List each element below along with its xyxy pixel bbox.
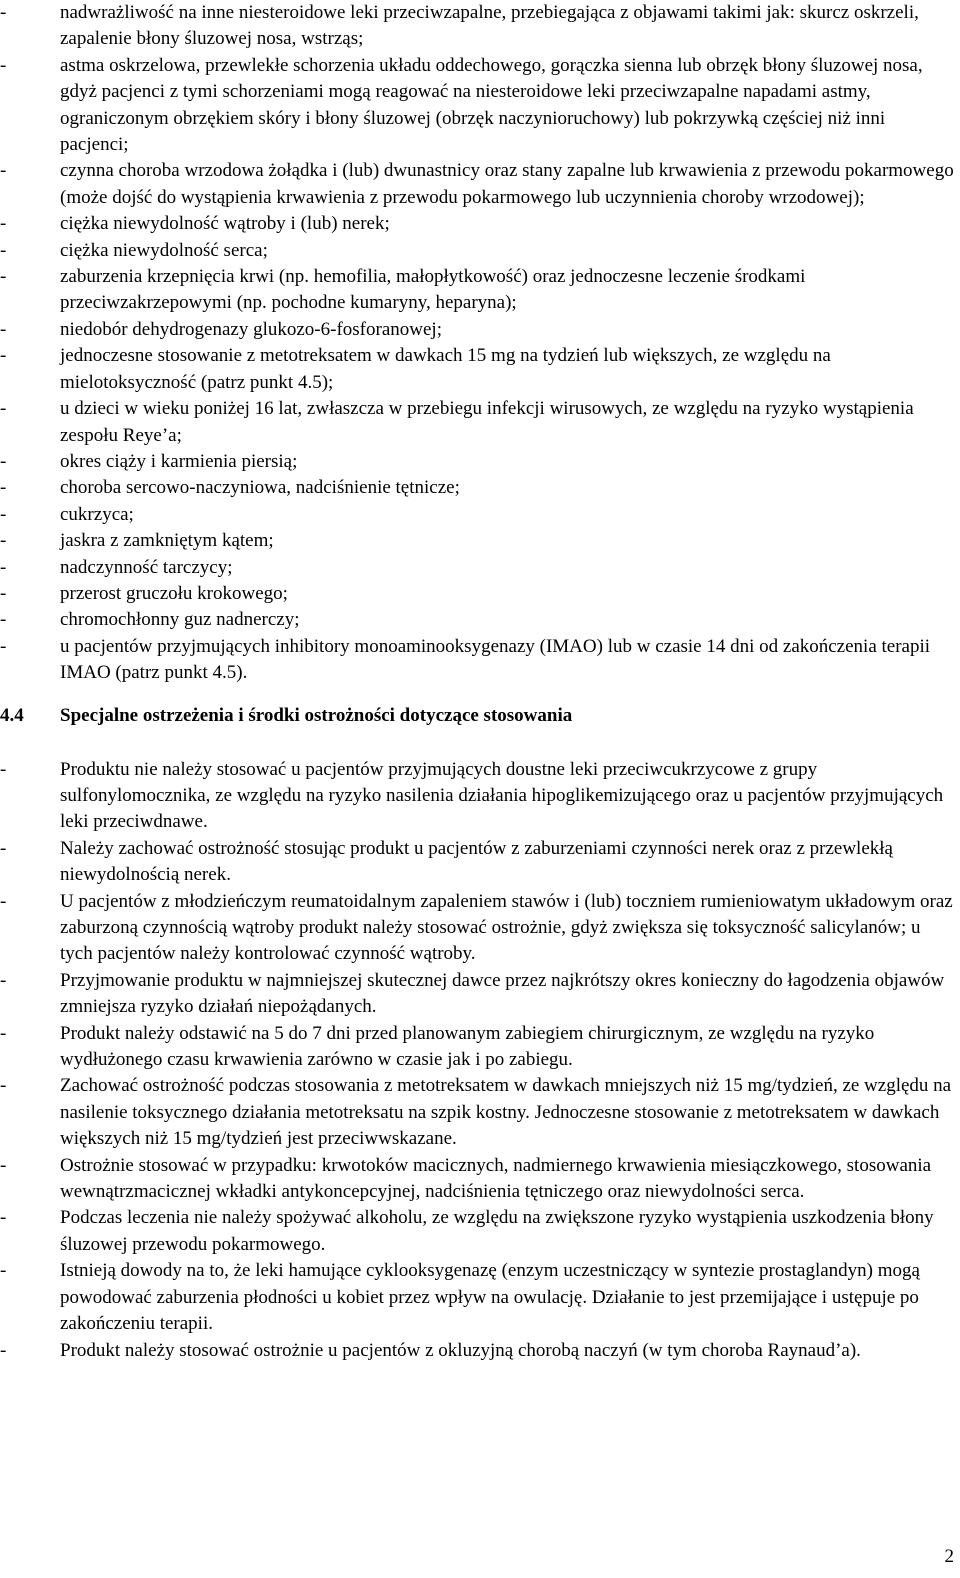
bullet-dash: - <box>0 318 7 340</box>
list-item-text: Zachować ostrożność podczas stosowania z metotreksatem w dawkach mniejszych niż 15 mg/tydzień, ze względu na nasilenie toksycznego działania metotreksatu na szpik kostny. Jednoczesne stosowanie z metotreksatem w dawkach większych niż 15 mg/tydzień jest przeciwwskazane. <box>60 1075 952 1150</box>
list-item-text: Produktu nie należy stosować u pacjentów przyjmujących doustne leki przeciwcukrzycowe z grupy sulfonylomocznika, ze względu na ryzyko nasilenia działania hipoglikemizującego oraz u pacjentów przyjmujących leki przeciwdnawe. <box>60 758 944 833</box>
bullet-dash: - <box>0 345 7 367</box>
list-item-text: Istnieją dowody na to, że leki hamujące cyklooksygenazę (enzym uczestniczący w syntezie prostaglandyn) mogą powodować zaburzenia płodności u kobiet przez wpływ na owulację. Działanie to jest przemijające i ustępuje po zakończeniu terapii. <box>60 1260 920 1335</box>
list-item-text: ciężka niewydolność serca; <box>60 239 268 261</box>
bullet-dash: - <box>0 1022 7 1044</box>
bullet-dash: - <box>0 969 7 991</box>
list-item <box>0 158 960 211</box>
list-item <box>0 449 960 475</box>
list-item-text: Produkt należy stosować ostrożnie u pacjentów z okluzyjną chorobą naczyń (w tym choroba Raynaud’a). <box>60 1339 861 1361</box>
list-item <box>0 238 960 264</box>
list-item <box>0 317 960 343</box>
warnings-list <box>0 757 960 1364</box>
bullet-dash: - <box>0 239 7 261</box>
bullet-dash: - <box>0 582 7 604</box>
section-title: Specjalne ostrzeżenia i środki ostrożności dotyczące stosowania <box>60 704 573 726</box>
bullet-dash: - <box>0 1207 7 1229</box>
list-item-text: przerost gruczołu krokowego; <box>60 582 288 604</box>
bullet-dash: - <box>0 398 7 420</box>
list-item-text: jednoczesne stosowanie z metotreksatem w dawkach 15 mg na tydzień lub większych, ze względu na mielotoksyczność (patrz punkt 4.5); <box>60 345 831 393</box>
list-item-text: jaskra z zamkniętym kątem; <box>60 530 274 552</box>
list-item <box>0 0 960 53</box>
bullet-dash: - <box>0 1154 7 1176</box>
bullet-dash: - <box>0 530 7 552</box>
list-item-text: astma oskrzelowa, przewlekłe schorzenia układu oddechowego, gorączka sienna lub obrzęk błony śluzowej nosa, gdyż pacjenci z tymi schorzeniami mogą reagować na niesteroidowe leki przeciwzapalne napadami astmy, ograniczonym obrzękiem skóry i błony śluzowej (obrzęk naczynioruchowy) lub pokrzywką częściej niż inni pacjenci; <box>60 54 923 156</box>
bullet-dash: - <box>0 1260 7 1282</box>
list-item-text: czynna choroba wrzodowa żołądka i (lub) dwunastnicy oraz stany zapalne lub krwawienia z przewodu pokarmowego (może dojść do wystąpienia krwawienia z przewodu pokarmowego lub uczynnienia choroby wrzodowej); <box>60 160 954 208</box>
list-item-text: chromochłonny guz nadnerczy; <box>60 609 300 631</box>
bullet-dash: - <box>0 1339 7 1361</box>
list-item <box>0 757 960 836</box>
list-item <box>0 53 960 159</box>
list-item <box>0 396 960 449</box>
bullet-dash: - <box>0 477 7 499</box>
list-item-text: Ostrożnie stosować w przypadku: krwotoków macicznych, nadmiernego krwawienia miesiączkowego, stosowania wewnątrzmacicznej wkładki antykoncepcyjnej, nadciśnienia tętniczego oraz niewydolności serca. <box>60 1154 932 1203</box>
list-item <box>0 1021 960 1074</box>
list-item <box>0 634 960 687</box>
list-item <box>0 1205 960 1258</box>
list-item-text: okres ciąży i karmienia piersią; <box>60 450 298 472</box>
list-item-text: zaburzenia krzepnięcia krwi (np. hemofilia, małopłytkowość) oraz jednoczesne leczenie środkami przeciwzakrzepowymi (np. pochodne kumaryny, heparyna); <box>60 266 806 314</box>
list-item-text: Podczas leczenia nie należy spożywać alkoholu, ze względu na zwiększone ryzyko wystąpienia uszkodzenia błony śluzowej przewodu pokarmowego. <box>60 1207 934 1255</box>
list-item <box>0 889 960 968</box>
list-item-text: Należy zachować ostrożność stosując produkt u pacjentów z zaburzeniami czynności nerek oraz z przewlekłą niewydolnością nerek. <box>60 837 893 886</box>
bullet-dash: - <box>0 609 7 631</box>
list-item <box>0 1258 960 1337</box>
list-item-text: u dzieci w wieku poniżej 16 lat, zwłaszcza w przebiegu infekcji wirusowych, ze względu na ryzyko wystąpienia zespołu Reye’a; <box>60 398 914 446</box>
bullet-dash: - <box>0 1075 7 1097</box>
list-item <box>0 528 960 554</box>
list-item-text: nadwrażliwość na inne niesteroidowe leki przeciwzapalne, przebiegająca z objawami takimi jak: skurcz oskrzeli, zapalenie błony śluzowej nosa, wstrząs; <box>60 2 919 50</box>
bullet-dash: - <box>0 160 7 182</box>
bullet-dash: - <box>0 635 7 657</box>
page-number: 2 <box>944 1546 954 1567</box>
list-item-text: Produkt należy odstawić na 5 do 7 dni przed planowanym zabiegiem chirurgicznym, ze względu na ryzyko wydłużonego czasu krwawienia zarówno w czasie jak i po zabiegu. <box>60 1022 875 1071</box>
list-item-text: cukrzyca; <box>60 503 134 525</box>
list-item-text: nadczynność tarczycy; <box>60 556 233 578</box>
section-number: 4.4 <box>0 704 24 726</box>
list-item <box>0 1153 960 1206</box>
bullet-dash: - <box>0 837 7 859</box>
list-item-text: ciężka niewydolność wątroby i (lub) nerek; <box>60 213 390 235</box>
list-item <box>0 1073 960 1152</box>
list-item-text: niedobór dehydrogenazy glukozo-6-fosforanowej; <box>60 318 442 340</box>
bullet-dash: - <box>0 266 7 288</box>
list-item <box>0 581 960 607</box>
bullet-dash: - <box>0 503 7 525</box>
contraindications-list <box>0 0 960 687</box>
list-item-text: u pacjentów przyjmujących inhibitory monoaminooksygenazy (IMAO) lub w czasie 14 dni od zakończenia terapii IMAO (patrz punkt 4.5). <box>60 635 931 684</box>
list-item <box>0 475 960 501</box>
list-item <box>0 607 960 633</box>
list-item-text: Przyjmowanie produktu w najmniejszej skutecznej dawce przez najkrótszy okres konieczny do łagodzenia objawów zmniejsza ryzyko działań niepożądanych. <box>60 969 945 1018</box>
list-item <box>0 1338 960 1364</box>
list-item <box>0 836 960 889</box>
bullet-dash: - <box>0 758 7 780</box>
list-item <box>0 502 960 528</box>
list-item-text: U pacjentów z młodzieńczym reumatoidalnym zapaleniem stawów i (lub) toczniem rumieniowatym układowym oraz zaburzoną czynnością wątroby produkt należy stosować ostrożnie, gdyż zwiększa się toksyczność salicylanów; u tych pacjentów należy kontrolować czynność wątroby. <box>60 890 953 965</box>
list-item <box>0 211 960 237</box>
list-item <box>0 968 960 1021</box>
bullet-dash: - <box>0 213 7 235</box>
bullet-dash: - <box>0 890 7 912</box>
bullet-dash: - <box>0 556 7 578</box>
list-item <box>0 555 960 581</box>
section-heading <box>0 703 960 731</box>
bullet-dash: - <box>0 54 7 76</box>
bullet-dash: - <box>0 450 7 472</box>
list-item <box>0 264 960 317</box>
list-item-text: choroba sercowo-naczyniowa, nadciśnienie tętnicze; <box>60 477 460 499</box>
list-item <box>0 343 960 396</box>
bullet-dash: - <box>0 2 7 23</box>
